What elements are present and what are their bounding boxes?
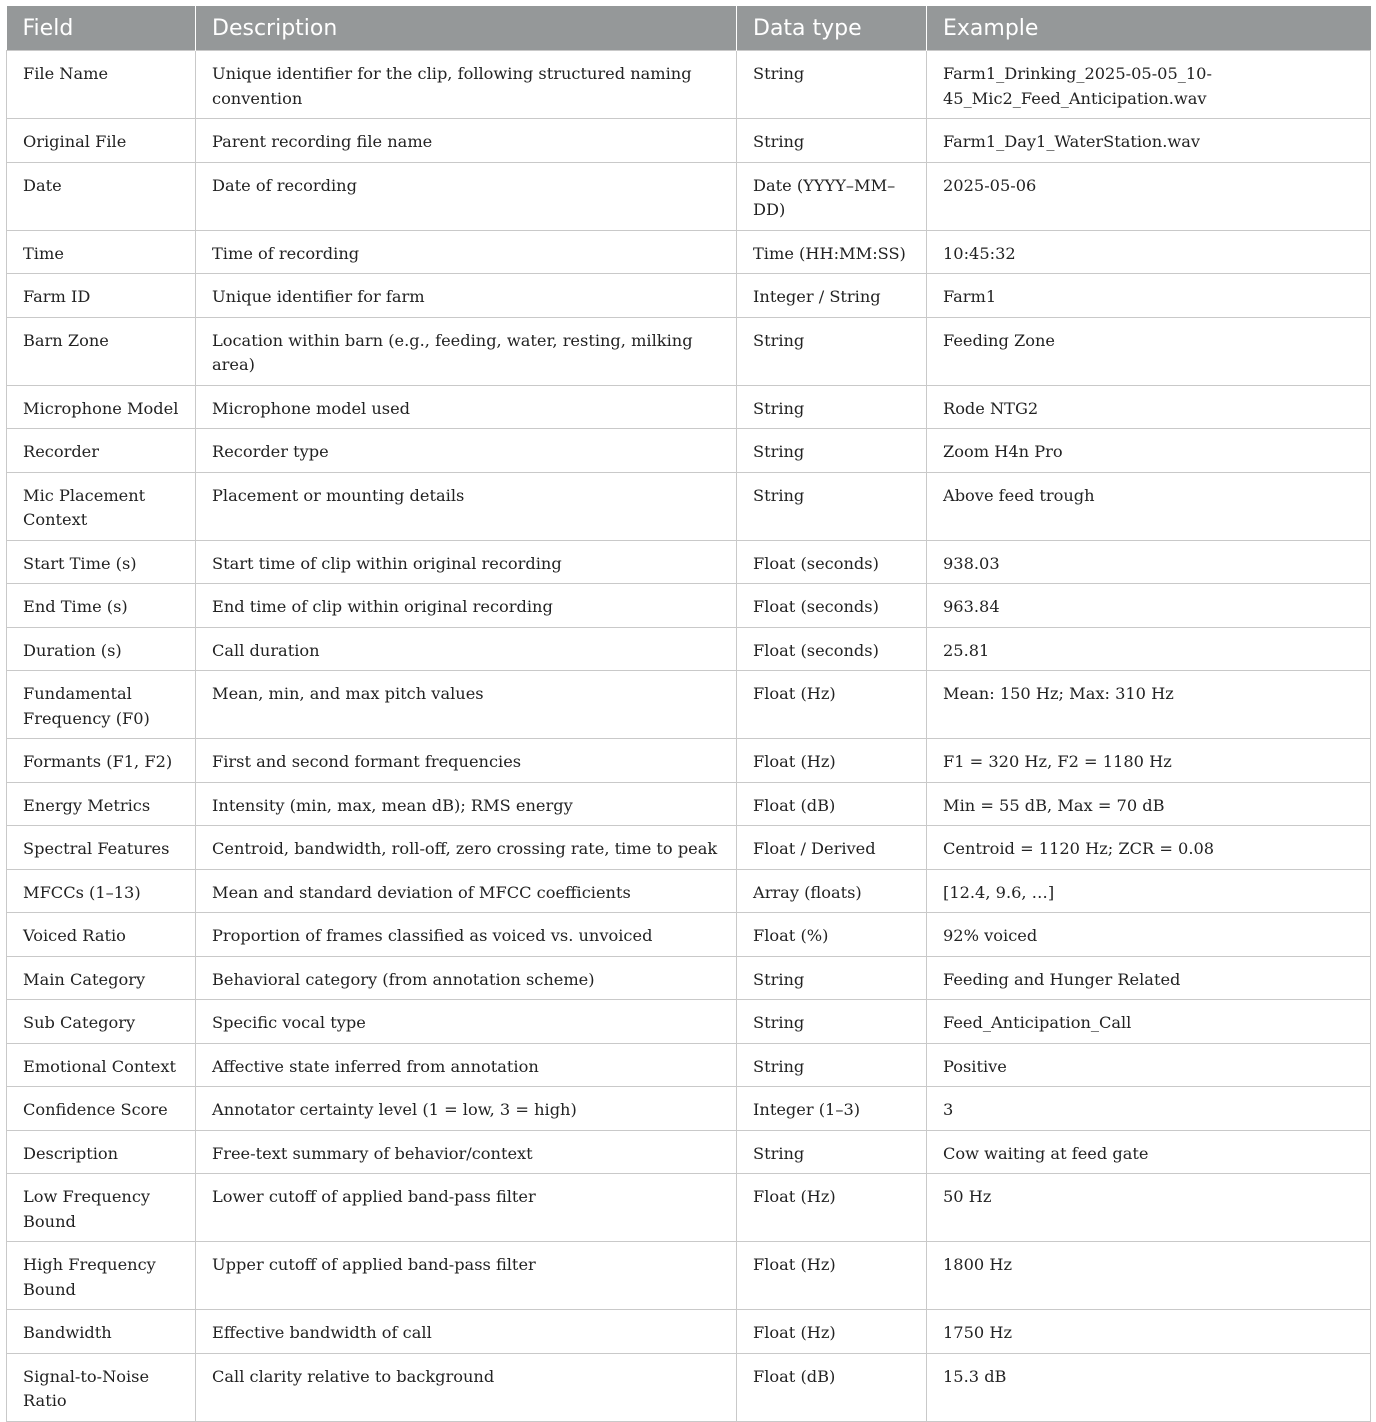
cell-field: Mic Placement Context <box>7 472 196 540</box>
table-row <box>7 274 1371 318</box>
cell-example: 3 <box>927 1087 1371 1131</box>
table-row <box>7 1310 1371 1354</box>
cell-description: Call duration <box>196 627 737 671</box>
cell-description: Upper cutoff of applied band-pass filter <box>196 1242 737 1310</box>
cell-field: Emotional Context <box>7 1043 196 1087</box>
cell-field: Start Time (s) <box>7 540 196 584</box>
cell-example: Farm1_Day1_WaterStation.wav <box>927 119 1371 163</box>
cell-description: Lower cutoff of applied band-pass filter <box>196 1174 737 1242</box>
table-row <box>7 317 1371 385</box>
cell-description: Proportion of frames classified as voiced vs. unvoiced <box>196 913 737 957</box>
cell-field: Sub Category <box>7 1000 196 1044</box>
cell-example: 50 Hz <box>927 1174 1371 1242</box>
table-row <box>7 230 1371 274</box>
cell-data-type: String <box>737 1130 927 1174</box>
cell-field: Date <box>7 162 196 230</box>
cell-data-type: Float (seconds) <box>737 540 927 584</box>
cell-field: Energy Metrics <box>7 782 196 826</box>
cell-description: Mean, min, and max pitch values <box>196 671 737 739</box>
cell-example: Positive <box>927 1043 1371 1087</box>
cell-example: Rode NTG2 <box>927 385 1371 429</box>
cell-example: 1800 Hz <box>927 1242 1371 1310</box>
table-row <box>7 584 1371 628</box>
cell-field: Description <box>7 1130 196 1174</box>
cell-description: Placement or mounting details <box>196 472 737 540</box>
cell-description: Unique identifier for the clip, following structured naming convention <box>196 51 737 119</box>
cell-example: Above feed trough <box>927 472 1371 540</box>
cell-description: Annotator certainty level (1 = low, 3 = high) <box>196 1087 737 1131</box>
table-row <box>7 826 1371 870</box>
cell-field: Confidence Score <box>7 1087 196 1131</box>
cell-description: Free-text summary of behavior/context <box>196 1130 737 1174</box>
cell-example: Cow waiting at feed gate <box>927 1130 1371 1174</box>
cell-field: End Time (s) <box>7 584 196 628</box>
cell-field: Original File <box>7 119 196 163</box>
table-row <box>7 119 1371 163</box>
table-row <box>7 869 1371 913</box>
cell-data-type: Float / Derived <box>737 826 927 870</box>
table-row <box>7 913 1371 957</box>
cell-field: Signal-to-Noise Ratio <box>7 1353 196 1421</box>
table-row <box>7 1000 1371 1044</box>
table-row <box>7 1242 1371 1310</box>
cell-data-type: Float (Hz) <box>737 739 927 783</box>
cell-field: Time <box>7 230 196 274</box>
cell-data-type: String <box>737 119 927 163</box>
table-row <box>7 739 1371 783</box>
cell-data-type: Float (Hz) <box>737 1310 927 1354</box>
table-body <box>7 51 1371 1422</box>
cell-description: Affective state inferred from annotation <box>196 1043 737 1087</box>
cell-data-type: String <box>737 956 927 1000</box>
cell-data-type: Float (Hz) <box>737 1174 927 1242</box>
cell-field: Farm ID <box>7 274 196 318</box>
cell-data-type: Array (floats) <box>737 869 927 913</box>
cell-example: Mean: 150 Hz; Max: 310 Hz <box>927 671 1371 739</box>
cell-description: Call clarity relative to background <box>196 1353 737 1421</box>
cell-data-type: Time (HH:MM:SS) <box>737 230 927 274</box>
cell-field: Spectral Features <box>7 826 196 870</box>
header-row <box>7 6 1371 51</box>
cell-data-type: String <box>737 472 927 540</box>
cell-data-type: Float (%) <box>737 913 927 957</box>
cell-example: 25.81 <box>927 627 1371 671</box>
header-example: Example <box>927 6 1371 51</box>
table-row <box>7 782 1371 826</box>
cell-description: Behavioral category (from annotation scheme) <box>196 956 737 1000</box>
table-row <box>7 956 1371 1000</box>
cell-description: Date of recording <box>196 162 737 230</box>
cell-data-type: Integer (1–3) <box>737 1087 927 1131</box>
table-row <box>7 627 1371 671</box>
cell-description: Start time of clip within original recording <box>196 540 737 584</box>
cell-data-type: Date (YYYY–MM–DD) <box>737 162 927 230</box>
cell-description: Time of recording <box>196 230 737 274</box>
cell-field: Formants (F1, F2) <box>7 739 196 783</box>
cell-description: Unique identifier for farm <box>196 274 737 318</box>
cell-example: Feeding and Hunger Related <box>927 956 1371 1000</box>
table-row <box>7 1353 1371 1421</box>
cell-data-type: String <box>737 429 927 473</box>
cell-example: 15.3 dB <box>927 1353 1371 1421</box>
cell-field: Fundamental Frequency (F0) <box>7 671 196 739</box>
cell-example: [12.4, 9.6, …] <box>927 869 1371 913</box>
table-row <box>7 162 1371 230</box>
cell-data-type: Float (Hz) <box>737 1242 927 1310</box>
cell-example: 10:45:32 <box>927 230 1371 274</box>
cell-data-type: Float (dB) <box>737 1353 927 1421</box>
table-row <box>7 540 1371 584</box>
table-row <box>7 1174 1371 1242</box>
cell-description: Recorder type <box>196 429 737 473</box>
header-description: Description <box>196 6 737 51</box>
cell-description: Effective bandwidth of call <box>196 1310 737 1354</box>
cell-description: End time of clip within original recording <box>196 584 737 628</box>
cell-field: High Frequency Bound <box>7 1242 196 1310</box>
cell-example: Feeding Zone <box>927 317 1371 385</box>
cell-example: Farm1_Drinking_2025-05-05_10-45_Mic2_Feed_Anticipation.wav <box>927 51 1371 119</box>
cell-field: File Name <box>7 51 196 119</box>
cell-field: Low Frequency Bound <box>7 1174 196 1242</box>
cell-example: 2025-05-06 <box>927 162 1371 230</box>
header-field: Field <box>7 6 196 51</box>
cell-example: 963.84 <box>927 584 1371 628</box>
cell-data-type: String <box>737 385 927 429</box>
table-row <box>7 385 1371 429</box>
cell-field: Recorder <box>7 429 196 473</box>
header-data-type: Data type <box>737 6 927 51</box>
cell-field: Barn Zone <box>7 317 196 385</box>
cell-example: Centroid = 1120 Hz; ZCR = 0.08 <box>927 826 1371 870</box>
cell-data-type: String <box>737 1043 927 1087</box>
cell-example: 92% voiced <box>927 913 1371 957</box>
cell-example: F1 = 320 Hz, F2 = 1180 Hz <box>927 739 1371 783</box>
cell-description: Mean and standard deviation of MFCC coefficients <box>196 869 737 913</box>
cell-example: 938.03 <box>927 540 1371 584</box>
table-row <box>7 429 1371 473</box>
cell-field: Voiced Ratio <box>7 913 196 957</box>
cell-description: Specific vocal type <box>196 1000 737 1044</box>
table-row <box>7 51 1371 119</box>
cell-data-type: Float (seconds) <box>737 627 927 671</box>
cell-description: Centroid, bandwidth, roll-off, zero crossing rate, time to peak <box>196 826 737 870</box>
table-row <box>7 1130 1371 1174</box>
cell-example: Farm1 <box>927 274 1371 318</box>
cell-data-type: Float (Hz) <box>737 671 927 739</box>
cell-example: 1750 Hz <box>927 1310 1371 1354</box>
cell-data-type: String <box>737 317 927 385</box>
cell-example: Min = 55 dB, Max = 70 dB <box>927 782 1371 826</box>
cell-description: Parent recording file name <box>196 119 737 163</box>
cell-data-type: Integer / String <box>737 274 927 318</box>
table-row <box>7 1043 1371 1087</box>
cell-data-type: Float (dB) <box>737 782 927 826</box>
table-row <box>7 671 1371 739</box>
cell-field: Main Category <box>7 956 196 1000</box>
cell-field: Microphone Model <box>7 385 196 429</box>
cell-data-type: String <box>737 1000 927 1044</box>
cell-field: Duration (s) <box>7 627 196 671</box>
cell-data-type: Float (seconds) <box>737 584 927 628</box>
cell-description: Location within barn (e.g., feeding, water, resting, milking area) <box>196 317 737 385</box>
cell-description: Intensity (min, max, mean dB); RMS energy <box>196 782 737 826</box>
table-row <box>7 472 1371 540</box>
cell-description: Microphone model used <box>196 385 737 429</box>
metadata-fields-table <box>6 6 1371 1422</box>
table-header <box>7 6 1371 51</box>
cell-field: MFCCs (1–13) <box>7 869 196 913</box>
cell-example: Zoom H4n Pro <box>927 429 1371 473</box>
cell-data-type: String <box>737 51 927 119</box>
cell-description: First and second formant frequencies <box>196 739 737 783</box>
cell-field: Bandwidth <box>7 1310 196 1354</box>
cell-example: Feed_Anticipation_Call <box>927 1000 1371 1044</box>
table-row <box>7 1087 1371 1131</box>
